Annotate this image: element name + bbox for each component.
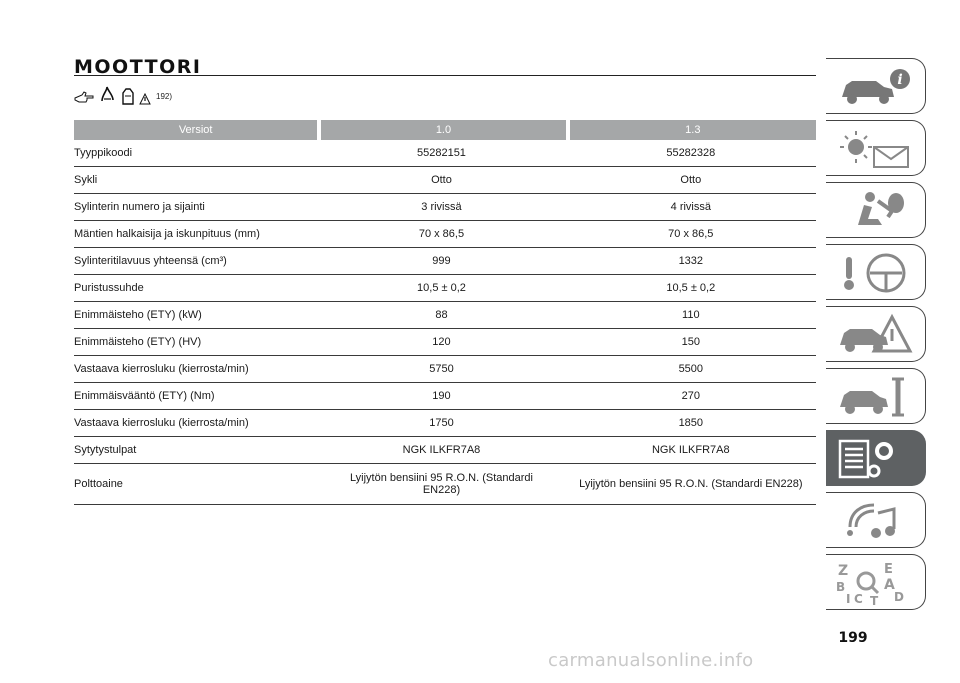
row-value-1-3: 5500 — [566, 356, 816, 383]
heading-rule — [74, 75, 816, 76]
row-value-1-3: 10,5 ± 0,2 — [566, 275, 816, 302]
row-value-1-3: NGK ILKFR7A8 — [566, 437, 816, 464]
row-value-1-0: Lyijytön bensiini 95 R.O.N. (Standardi EN228) — [317, 464, 565, 505]
row-value-1-0: 999 — [317, 248, 565, 275]
row-value-1-0: 10,5 ± 0,2 — [317, 275, 565, 302]
page-title: MOOTTORI — [74, 56, 202, 78]
table-row — [74, 302, 816, 329]
column-header-1-3: 1.3 — [570, 120, 816, 140]
index-letter: A — [884, 577, 895, 593]
table-row — [74, 167, 816, 194]
table-row — [74, 383, 816, 410]
tab-index[interactable] — [826, 554, 926, 610]
row-label: Puristussuhde — [74, 275, 317, 302]
engine-spec-table — [74, 120, 816, 505]
row-label: Enimmäisteho (ETY) (HV) — [74, 329, 317, 356]
row-label: Vastaava kierrosluku (kierrosta/min) — [74, 410, 317, 437]
row-value-1-3: 1332 — [566, 248, 816, 275]
row-value-1-3: 110 — [566, 302, 816, 329]
row-label: Enimmäisteho (ETY) (kW) — [74, 302, 317, 329]
bottle-icon — [120, 85, 136, 105]
table-header-row — [74, 120, 816, 140]
tab-maintenance[interactable] — [826, 368, 926, 424]
row-label: Sytytystulpat — [74, 437, 317, 464]
index-letter: B — [836, 580, 846, 594]
column-header-1-0: 1.0 — [321, 120, 565, 140]
row-value-1-0: Otto — [317, 167, 565, 194]
row-value-1-0: 3 rivissä — [317, 194, 565, 221]
table-row — [74, 221, 816, 248]
table-row — [74, 329, 816, 356]
row-value-1-0: 55282151 — [317, 140, 565, 167]
index-letter: I — [846, 592, 851, 606]
row-value-1-3: 150 — [566, 329, 816, 356]
row-label: Sykli — [74, 167, 317, 194]
warning-triangle-icon — [139, 93, 151, 105]
index-letter: Z — [838, 563, 849, 579]
row-label: Sylinteritilavuus yhteensä (cm³) — [74, 248, 317, 275]
row-value-1-3: 1850 — [566, 410, 816, 437]
row-value-1-0: NGK ILKFR7A8 — [317, 437, 565, 464]
tab-car-info[interactable] — [826, 58, 926, 114]
tab-multimedia[interactable] — [826, 492, 926, 548]
technical-data-icon — [834, 435, 918, 483]
table-row — [74, 194, 816, 221]
tab-emergency[interactable] — [826, 306, 926, 362]
index-letter: T — [870, 594, 879, 607]
row-label: Enimmäisvääntö (ETY) (Nm) — [74, 383, 317, 410]
row-value-1-3: 270 — [566, 383, 816, 410]
row-label: Tyyppikoodi — [74, 140, 317, 167]
table-row — [74, 275, 816, 302]
tab-warning-lights[interactable] — [826, 120, 926, 176]
warning-light-message-icon — [834, 125, 918, 173]
car-maintenance-icon — [834, 373, 918, 421]
row-label: Mäntien halkaisija ja iskunpituus (mm) — [74, 221, 317, 248]
tab-starting-driving[interactable] — [826, 244, 926, 300]
table-row — [74, 140, 816, 167]
multimedia-icon — [834, 497, 918, 545]
row-label: Polttoaine — [74, 464, 317, 505]
tab-safety[interactable] — [826, 182, 926, 238]
row-value-1-3: 70 x 86,5 — [566, 221, 816, 248]
table-row — [74, 464, 816, 505]
table-row — [74, 356, 816, 383]
warning-icons — [74, 83, 172, 105]
row-label: Vastaava kierrosluku (kierrosta/min) — [74, 356, 317, 383]
row-value-1-3: Lyijytön bensiini 95 R.O.N. (Standardi EN228) — [566, 464, 816, 505]
oil-drop-icon — [99, 85, 117, 105]
row-value-1-0: 5750 — [317, 356, 565, 383]
reference-note: 192) — [156, 92, 173, 101]
car-info-icon — [834, 63, 918, 111]
row-value-1-3: 4 rivissä — [566, 194, 816, 221]
row-value-1-0: 190 — [317, 383, 565, 410]
row-value-1-3: Otto — [566, 167, 816, 194]
column-header-versions: Versiot — [74, 120, 317, 140]
table-row — [74, 248, 816, 275]
row-value-1-0: 70 x 86,5 — [317, 221, 565, 248]
car-emergency-icon — [834, 311, 918, 359]
watermark: carmanualsonline.info — [548, 650, 754, 671]
key-steering-wheel-icon — [834, 249, 918, 297]
row-label: Sylinterin numero ja sijainti — [74, 194, 317, 221]
index-letter: E — [884, 562, 893, 577]
index-letter: D — [894, 590, 904, 604]
index-alphabet-icon — [834, 559, 918, 607]
seat-airbag-icon — [834, 187, 918, 235]
row-value-1-0: 1750 — [317, 410, 565, 437]
tab-technical-data[interactable] — [826, 430, 926, 486]
row-value-1-3: 55282328 — [566, 140, 816, 167]
table-row — [74, 410, 816, 437]
hand-pointing-icon — [74, 89, 96, 105]
page-number: 199 — [838, 630, 868, 646]
row-value-1-0: 120 — [317, 329, 565, 356]
row-value-1-0: 88 — [317, 302, 565, 329]
svg-text:i: i — [897, 72, 903, 88]
index-letter: C — [854, 592, 863, 606]
table-row — [74, 437, 816, 464]
